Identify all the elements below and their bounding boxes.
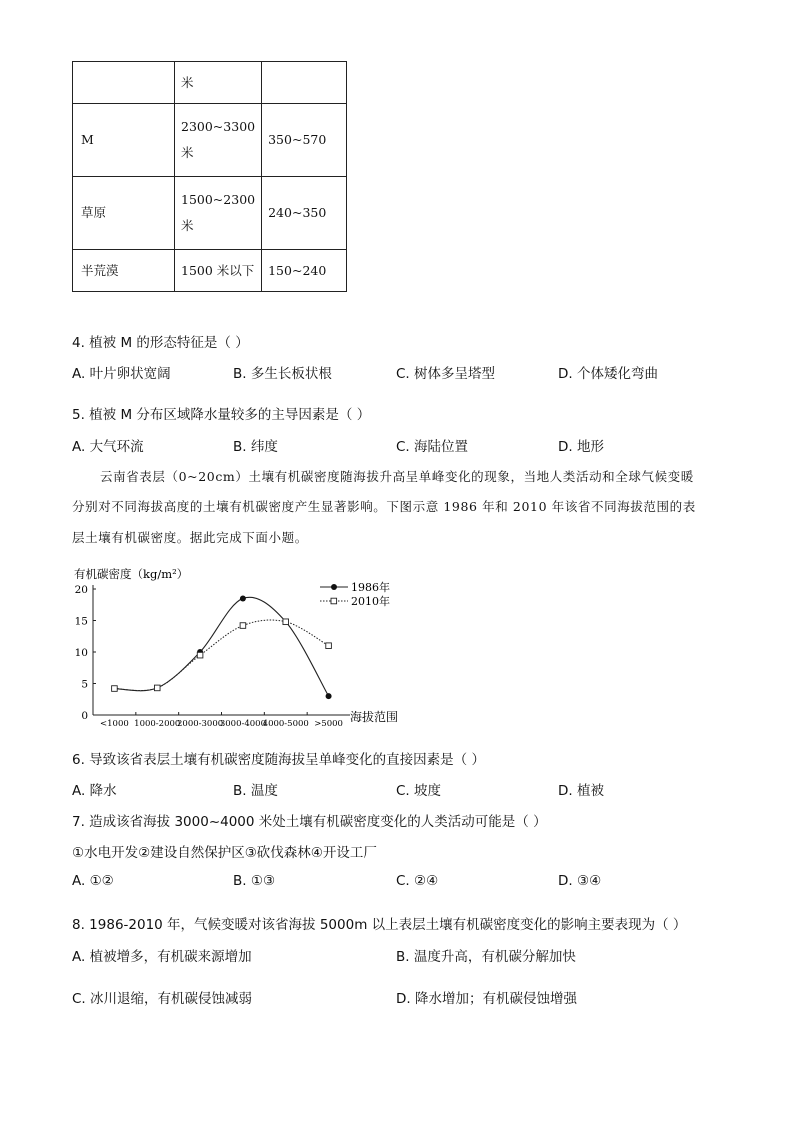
data-point: [326, 693, 332, 699]
question-6-option-c: C. 坡度: [396, 783, 442, 799]
table-cell: [73, 62, 175, 104]
data-point: [154, 685, 160, 691]
table-cell: 1500~2300 米: [175, 177, 262, 250]
question-4-option-b: B. 多生长板状根: [233, 366, 332, 382]
question-6-option-b: B. 温度: [233, 783, 278, 799]
x-tick-label: 1000-2000: [134, 719, 181, 729]
table-cell: 150~240: [262, 250, 347, 292]
question-8-option-a: A. 植被增多，有机碳来源增加: [72, 949, 252, 965]
vegetation-table: [72, 61, 347, 292]
table-row: [73, 62, 347, 104]
question-5-option-a: A. 大气环流: [72, 439, 144, 455]
table-row: [73, 250, 347, 292]
table-cell: 240~350: [262, 177, 347, 250]
question-7-stem: 7. 造成该省海拔 3000~4000 米处土壤有机碳密度变化的人类活动可能是（ ）: [72, 814, 547, 830]
data-point: [112, 686, 118, 692]
question-8-stem: 8. 1986-2010 年，气候变暖对该省海拔 5000m 以上表层土壤有机碳密度变化的影响主要表现为（ ）: [72, 917, 687, 933]
chart-series: [111, 595, 331, 699]
question-5-option-d: D. 地形: [558, 439, 604, 455]
y-axis-label: 有机碳密度（kg/m²）: [74, 567, 189, 581]
question-4-option-d: D. 个体矮化弯曲: [558, 366, 658, 382]
legend-label: 2010年: [351, 595, 390, 608]
chart-legend: [320, 580, 390, 608]
series-line-2010年: [114, 620, 328, 691]
table-cell: [262, 62, 347, 104]
organic-carbon-chart: [60, 560, 420, 730]
x-axis-label: 海拔范围: [350, 710, 399, 724]
y-tick-label: 10: [74, 647, 88, 659]
question-6-stem: 6. 导致该省表层土壤有机碳密度随海拔呈单峰变化的直接因素是（ ）: [72, 752, 485, 768]
x-tick-label: <1000: [100, 719, 129, 729]
y-tick-label: 5: [81, 678, 88, 691]
question-4-option-a: A. 叶片卵状宽阔: [72, 366, 171, 382]
data-point: [283, 619, 289, 625]
data-point: [240, 623, 246, 629]
data-point: [197, 652, 203, 658]
table-cell: M: [73, 104, 175, 177]
y-tick-label: 0: [81, 710, 88, 722]
question-7-option-d: D. ③④: [558, 873, 602, 889]
legend-label: 1986年: [351, 581, 390, 594]
question-7-items: ①水电开发②建设自然保护区③砍伐森林④开设工厂: [72, 845, 377, 861]
passage-line-2: 分别对不同海拔高度的土壤有机碳密度产生显著影响。下图示意 1986 年和 2010 年该省不同海拔范围的表: [72, 499, 696, 514]
table-row: [73, 177, 347, 250]
question-8-option-d: D. 降水增加；有机碳侵蚀增强: [396, 991, 577, 1007]
table-cell: 1500 米以下: [175, 250, 262, 292]
question-7-option-c: C. ②④: [396, 873, 439, 889]
chart-axes: [93, 585, 350, 715]
legend-marker: [331, 598, 337, 604]
passage-line-1: 云南省表层（0~20cm）土壤有机碳密度随海拔升高呈单峰变化的现象，当地人类活动和全球气候变暖: [100, 469, 694, 484]
question-7-option-b: B. ①③: [233, 873, 276, 889]
question-4-option-c: C. 树体多呈塔型: [396, 366, 496, 382]
x-tick-label: >5000: [314, 719, 343, 729]
x-tick-label: 2000-3000: [177, 719, 224, 729]
x-tick-label: 4000-5000: [262, 719, 309, 729]
x-tick-label: 3000-4000: [219, 719, 266, 729]
table-cell: 草原: [73, 177, 175, 250]
question-5-option-b: B. 纬度: [233, 439, 278, 455]
table-row: [73, 104, 347, 177]
data-point: [240, 595, 246, 601]
y-tick-label: 20: [74, 584, 88, 596]
question-7-option-a: A. ①②: [72, 873, 114, 889]
question-6-option-d: D. 植被: [558, 783, 604, 799]
question-8-option-c: C. 冰川退缩，有机碳侵蚀减弱: [72, 991, 253, 1007]
legend-marker: [331, 584, 337, 590]
table-cell: 半荒漠: [73, 250, 175, 292]
series-line-1986年: [114, 597, 328, 696]
table-cell: 350~570: [262, 104, 347, 177]
passage-line-3: 层土壤有机碳密度。据此完成下面小题。: [72, 530, 308, 545]
table-cell: 2300~3300 米: [175, 104, 262, 177]
question-6-option-a: A. 降水: [72, 783, 117, 799]
y-tick-label: 15: [74, 615, 88, 628]
question-4-stem: 4. 植被 M 的形态特征是（ ）: [72, 335, 249, 351]
question-5-option-c: C. 海陆位置: [396, 439, 469, 455]
table-cell: 米: [175, 62, 262, 104]
data-point: [326, 643, 332, 649]
question-5-stem: 5. 植被 M 分布区域降水量较多的主导因素是（ ）: [72, 407, 371, 423]
question-8-option-b: B. 温度升高，有机碳分解加快: [396, 949, 576, 965]
